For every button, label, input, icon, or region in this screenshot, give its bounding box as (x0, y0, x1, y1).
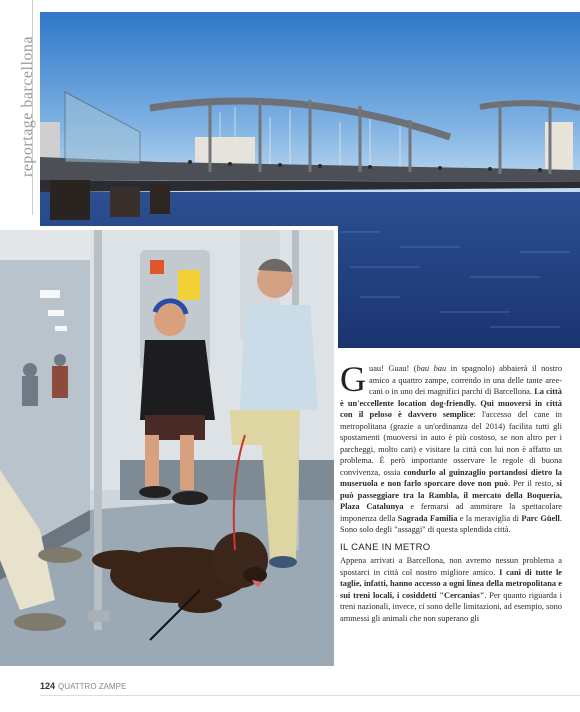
text-span: e fermarsi ad ammirare la spettacolare imponenza della (340, 502, 562, 523)
text-bold: si può passeggiare tra la Rambla, il mercato della Boqueria, Plaza Catalunya (340, 479, 562, 511)
text-span: . Per il resto, (507, 479, 557, 488)
text-bold: I cani di tutte le taglie, infatti, hanno accesso a ogni linea della metropolitana e sui treni locali, i cosiddetti "Cercanías" (340, 567, 562, 600)
paragraph-metro (340, 555, 562, 624)
section-label: reportage barcellona (19, 35, 36, 177)
text-bold: Sagrada Familia (397, 513, 458, 523)
article-body (340, 359, 563, 624)
footer-line (40, 695, 580, 696)
page-footer (40, 681, 126, 691)
text-span: uau! Guau! ( (369, 364, 417, 373)
dropcap: G (340, 359, 366, 399)
text-bold: La città è un'eccellente location dog-friendly. Qui muoversi in città con il peloso è davvero semplice (340, 387, 562, 419)
text-span: . Per quanto riguarda i treni nazionali, invece, ci sono delle limitazioni, ad esempio, sono ammessi gli animali che non superano gli (340, 590, 562, 623)
paragraph-intro (340, 359, 563, 536)
text-bold: Parc Güell (521, 513, 560, 523)
metro-dog-photo (0, 226, 338, 666)
text-span: . Sono solo degli "assaggi" di questa splendida città. (340, 513, 562, 534)
page-number: 124 (40, 681, 56, 691)
text-span: e la meraviglia di (457, 513, 522, 523)
text-span: : l'accesso del cane in metropolitana (grazie a un'ordinanza del 2014) facilita tutti gli spostamenti (muoversi in auto è più costoso, se non altro per i parcheggi, molto cari) e visitare la città con lui non è affatto un problema. È però importante osservare le regole di buona convivenza, ossia (340, 410, 562, 477)
text-span: in spagnolo) abbaierà il nostro amico a quattro zampe, correndo in una delle tante aree-cani o in uno dei magnifici parchi di Barcellona. (369, 364, 563, 396)
magazine-name: QUATTRO ZAMPE (58, 682, 127, 691)
text-italic: bau bau (416, 364, 447, 373)
subheading: IL CANE IN METRO (340, 541, 431, 553)
text-span: Appena arrivati a Barcellona, non avremo nessun problema a spostarci in città col nostro migliore amico. (340, 556, 562, 577)
text-bold: condurlo al guinzaglio portandosi dietro la museruola e non farlo sporcare dove non può (340, 467, 562, 488)
